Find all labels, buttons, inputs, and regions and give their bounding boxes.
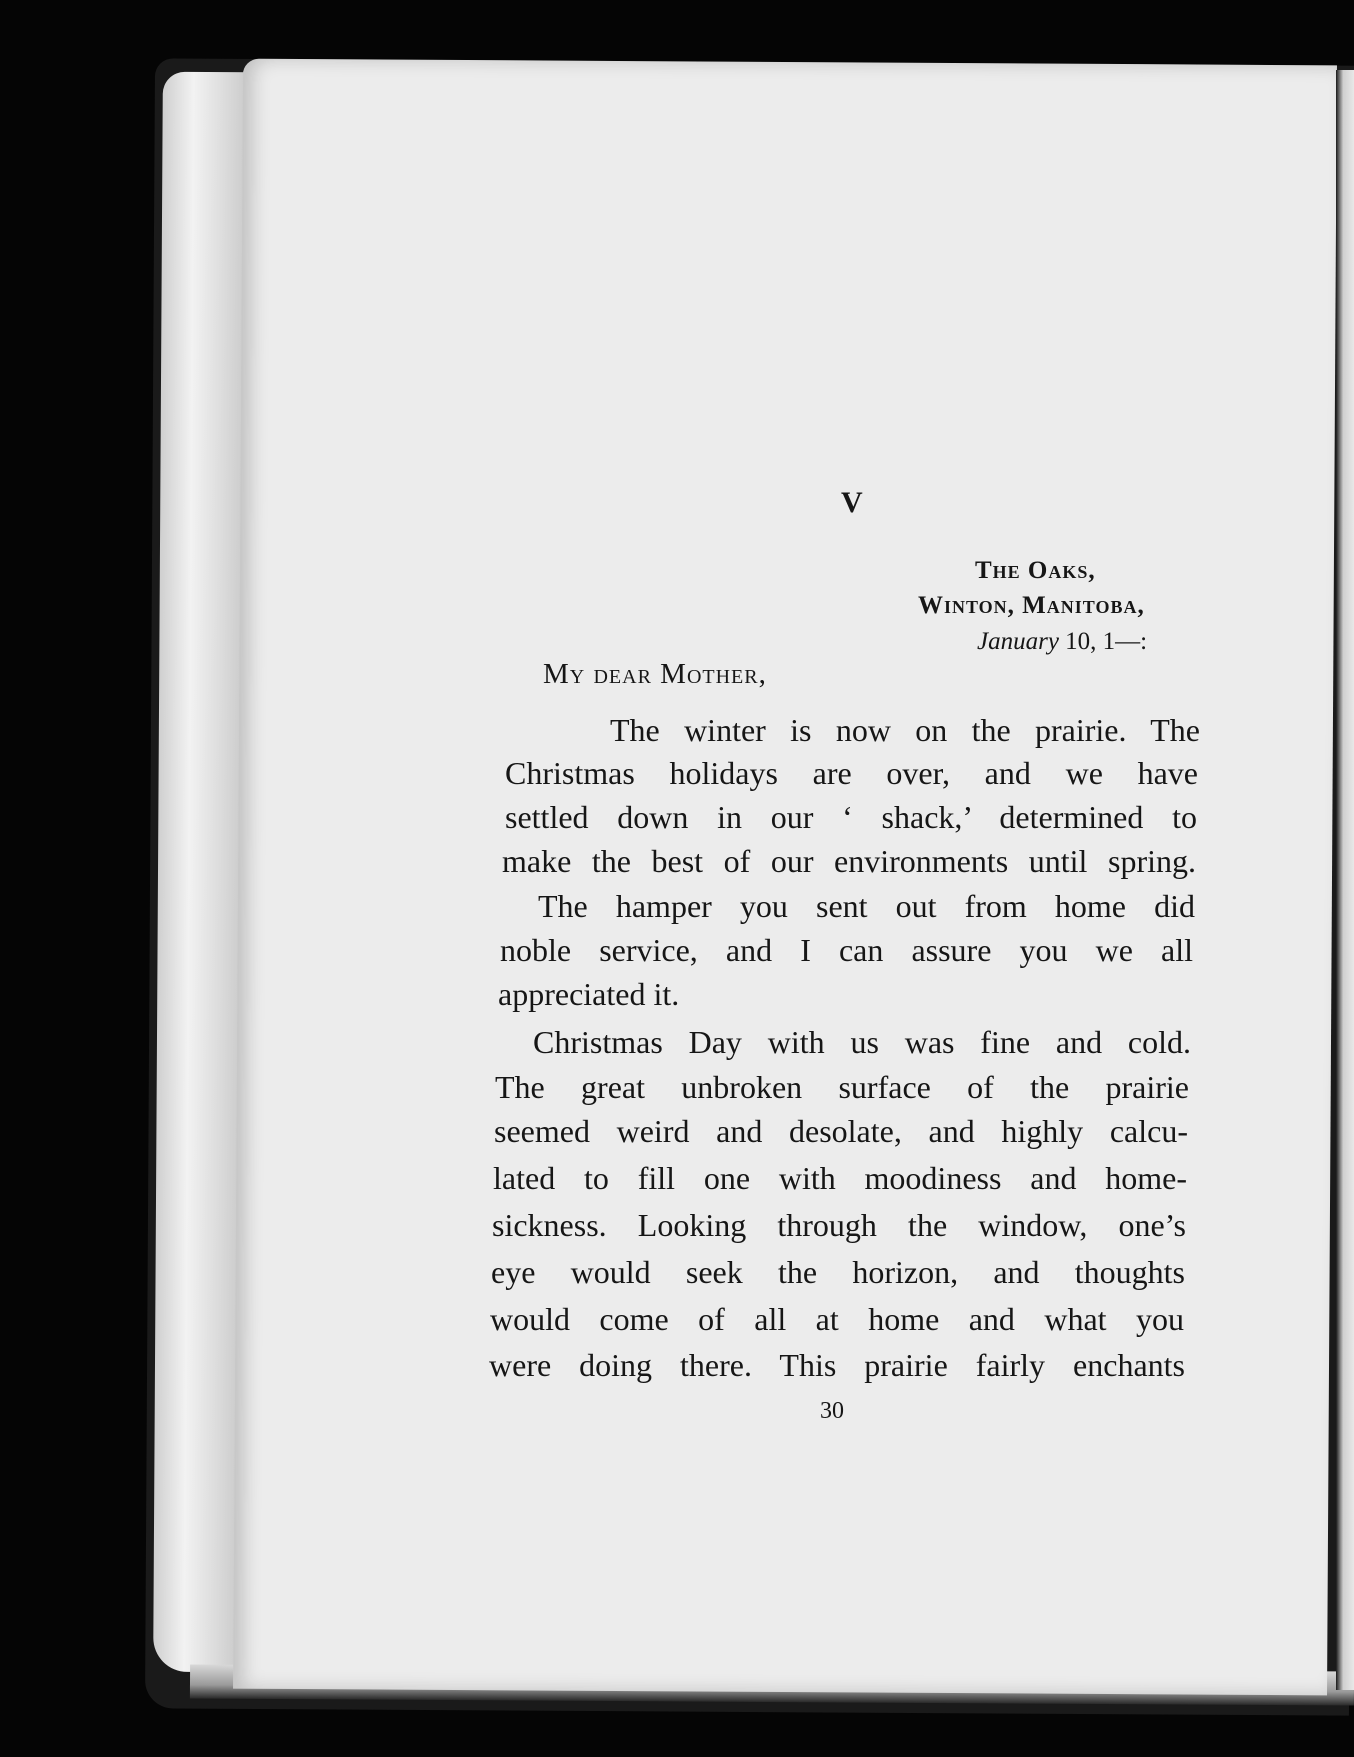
- body-line: noble service, and I can assure you we all: [500, 932, 1193, 968]
- address-line-1: The Oaks,: [975, 557, 1096, 584]
- letter-date: [977, 628, 1147, 656]
- facing-page-edge: [1336, 70, 1354, 1690]
- chapter-number: V: [841, 486, 863, 519]
- date-month: January: [977, 628, 1059, 655]
- body-line: would come of all at home and what you: [490, 1301, 1184, 1337]
- body-line: The hamper you sent out from home did: [538, 888, 1195, 924]
- body-line: Christmas holidays are over, and we have: [505, 755, 1198, 791]
- body-line: lated to fill one with moodiness and home-: [493, 1160, 1187, 1196]
- page-number: 30: [820, 1398, 844, 1424]
- address-line-2: Winton, Manitoba,: [918, 592, 1145, 619]
- body-line: eye would seek the horizon, and thoughts: [491, 1254, 1185, 1290]
- body-line: sickness. Looking through the window, one’s: [492, 1207, 1186, 1243]
- body-line: appreciated it.: [498, 976, 680, 1012]
- body-line: make the best of our environments until spring.: [502, 843, 1196, 879]
- body-line: seemed weird and desolate, and highly calcu-: [494, 1113, 1188, 1149]
- body-line: were doing there. This prairie fairly enchants: [489, 1347, 1185, 1383]
- body-line: The great unbroken surface of the prairie: [495, 1069, 1189, 1105]
- letter-salutation: My dear Mother,: [543, 658, 767, 690]
- body-line: settled down in our ‘ shack,’ determined to: [505, 799, 1197, 835]
- body-line: Christmas Day with us was fine and cold.: [533, 1024, 1191, 1060]
- date-day-year: 10, 1—:: [1058, 628, 1148, 655]
- body-line: The winter is now on the prairie. The: [610, 712, 1200, 748]
